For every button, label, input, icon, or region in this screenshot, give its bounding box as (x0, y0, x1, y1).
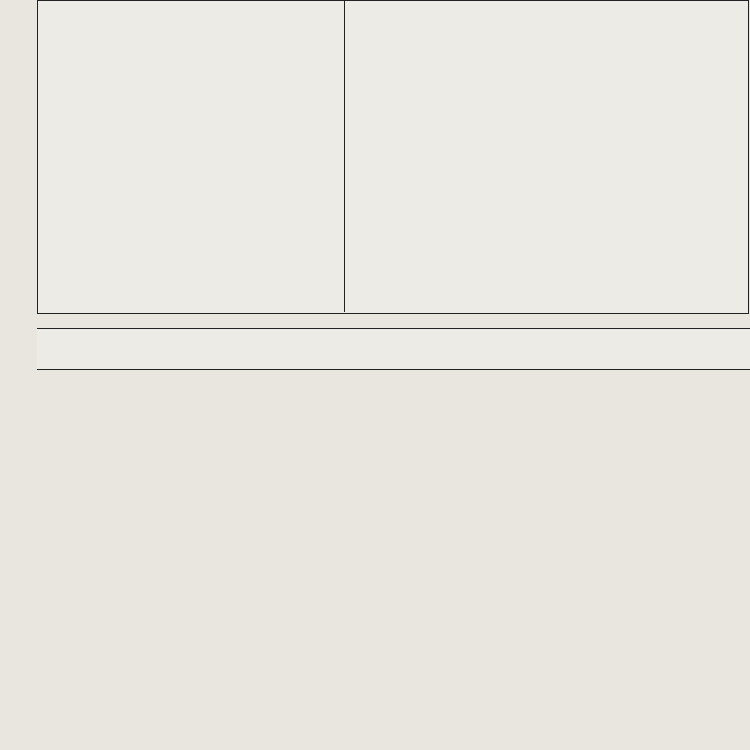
questions-table (37, 0, 749, 314)
word-box (37, 328, 750, 370)
column-divider (344, 0, 345, 312)
